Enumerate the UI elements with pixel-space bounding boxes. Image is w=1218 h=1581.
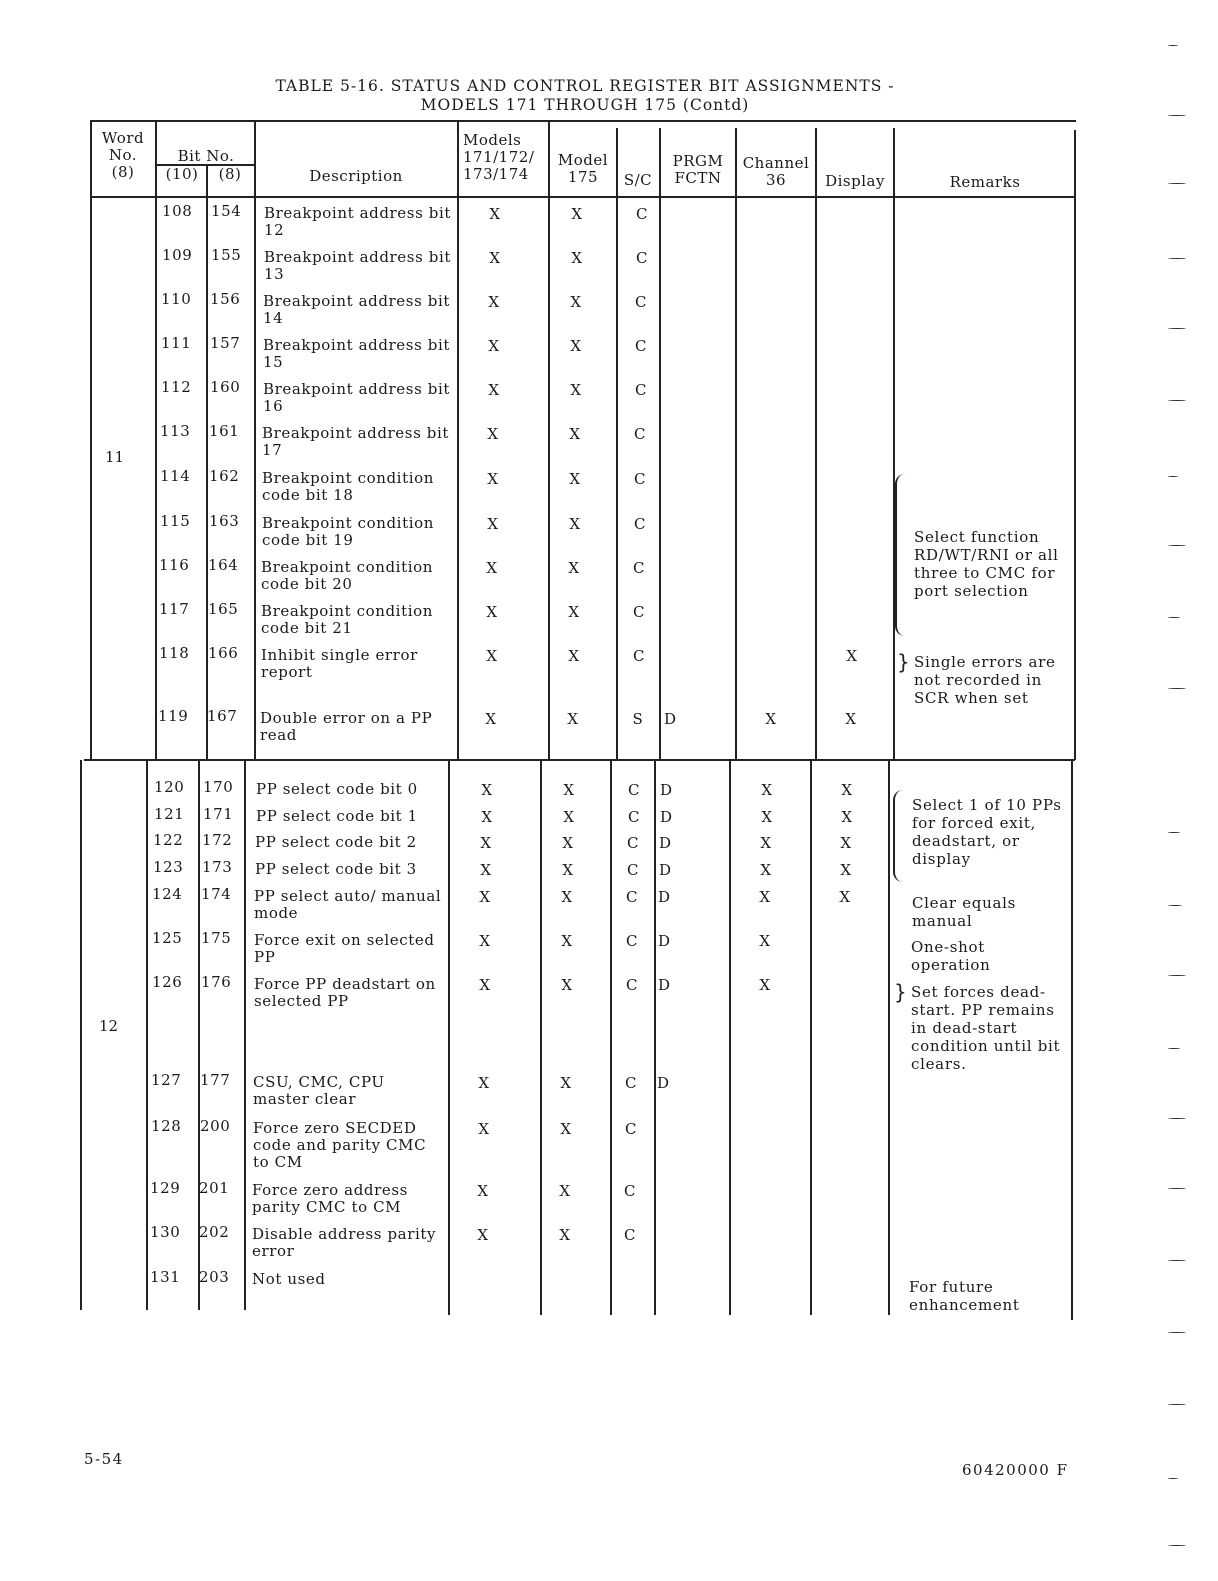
col-line-8 <box>735 128 737 760</box>
row-model-175: X <box>570 337 582 355</box>
row-prgm-fctn: D <box>658 932 671 950</box>
row-model-175: X <box>562 834 574 852</box>
header-display: Display <box>825 172 885 190</box>
row-sc: C <box>632 559 646 577</box>
row-sc: C <box>632 647 646 665</box>
row-bit10: 122 <box>153 831 184 849</box>
remark-clear-manual: Clear equals manual <box>912 894 1017 930</box>
remark-select-pp: Select 1 of 10 PPs for forced exit, deadstart, or display <box>912 796 1062 868</box>
header-bit-no: Bit No. <box>177 147 235 165</box>
row-bit8: 176 <box>201 973 232 991</box>
row-bit8: 157 <box>210 334 241 352</box>
row-models-171-174: X <box>479 976 491 994</box>
row-bit10: 116 <box>159 556 190 574</box>
row-model-175: X <box>569 425 581 443</box>
row-bit8: 202 <box>199 1223 230 1241</box>
row-display: X <box>846 647 858 665</box>
row-bit8: 171 <box>203 805 234 823</box>
row-bit10: 111 <box>161 334 192 352</box>
row-bit10: 114 <box>160 467 191 485</box>
remark-brace-3 <box>893 790 905 882</box>
col-line-2 <box>206 165 208 760</box>
page-number: 5-54 <box>84 1450 124 1468</box>
word-no-11: 11 <box>105 448 125 466</box>
row-model-175: X <box>568 559 580 577</box>
row-description: PP select code bit 2 <box>255 833 417 851</box>
table-left-border-lower <box>80 760 82 1310</box>
row-models-171-174: X <box>487 470 499 488</box>
row-models-171-174: X <box>480 834 492 852</box>
row-bit10: 123 <box>153 858 184 876</box>
row-models-171-174: X <box>478 1074 490 1092</box>
row-sc: C <box>626 861 640 879</box>
row-description: PP select code bit 1 <box>256 807 418 825</box>
row-models-171-174: X <box>486 647 498 665</box>
col-line-9 <box>815 128 817 760</box>
row-sc: C <box>624 1074 638 1092</box>
row-sc: C <box>624 1120 638 1138</box>
table-right-border <box>1074 130 1076 760</box>
row-bit10: 120 <box>154 778 185 796</box>
table-right-border-lower <box>1071 760 1073 1320</box>
row-model-175: X <box>568 603 580 621</box>
row-prgm-fctn: D <box>659 861 672 879</box>
table-title-line1: TABLE 5-16. STATUS AND CONTROL REGISTER BIT ASSIGNMENTS - <box>275 77 895 95</box>
col-line-3-lower <box>244 760 246 1310</box>
table-title-line2: MODELS 171 THROUGH 175 (Contd) <box>420 96 750 114</box>
col-line-7-lower <box>654 760 656 1315</box>
row-model-175: X <box>560 1074 572 1092</box>
row-bit10: 129 <box>150 1179 181 1197</box>
header-model-175: Model 175 <box>557 151 609 186</box>
row-models-171-174: X <box>488 337 500 355</box>
col-line-3 <box>254 120 256 760</box>
row-bit10: 125 <box>152 929 183 947</box>
row-description: Force PP deadstart on selected PP <box>254 975 436 1010</box>
row-bit8: 173 <box>202 858 233 876</box>
header-remarks: Remarks <box>949 173 1021 191</box>
row-description: Breakpoint address bit 15 <box>263 336 450 371</box>
row-bit8: 203 <box>199 1268 230 1286</box>
row-sc: C <box>633 470 647 488</box>
row-bit10: 108 <box>162 202 193 220</box>
row-bit8: 172 <box>202 831 233 849</box>
header-bottom-border <box>91 196 1076 198</box>
row-bit8: 201 <box>199 1179 230 1197</box>
row-bit8: 164 <box>208 556 239 574</box>
col-line-10-lower <box>888 760 890 1315</box>
header-sc: S/C <box>623 171 653 189</box>
row-bit10: 115 <box>160 512 191 530</box>
remark-brace-4: } <box>894 980 907 1004</box>
header-models-171-174: Models 171/172/ 173/174 <box>463 131 535 183</box>
row-channel-36: X <box>760 834 772 852</box>
row-description: Double error on a PP read <box>260 709 433 744</box>
remark-one-shot: One-shot operation <box>911 938 991 974</box>
row-bit10: 121 <box>154 805 185 823</box>
row-channel-36: X <box>759 932 771 950</box>
row-models-171-174: X <box>479 888 491 906</box>
row-bit10: 128 <box>151 1117 182 1135</box>
row-bit10: 127 <box>151 1071 182 1089</box>
row-prgm-fctn: D <box>659 834 672 852</box>
row-bit8: 163 <box>209 512 240 530</box>
row-model-175: X <box>570 293 582 311</box>
row-display: X <box>839 888 851 906</box>
row-bit8: 200 <box>200 1117 231 1135</box>
row-description: PP select code bit 0 <box>256 780 418 798</box>
header-prgm-fctn: PRGM FCTN <box>672 152 724 187</box>
col-line-1-lower <box>146 760 148 1310</box>
row-bit8: 155 <box>211 246 242 264</box>
row-model-175: X <box>561 976 573 994</box>
row-sc: C <box>627 808 641 826</box>
row-bit10: 131 <box>150 1268 181 1286</box>
row-model-175: X <box>559 1226 571 1244</box>
row-channel-36: X <box>761 781 773 799</box>
row-model-175: X <box>563 808 575 826</box>
row-bit8: 177 <box>200 1071 231 1089</box>
row-bit10: 126 <box>152 973 183 991</box>
row-bit10: 119 <box>158 707 189 725</box>
row-models-171-174: X <box>480 861 492 879</box>
row-sc: C <box>634 381 648 399</box>
row-sc: C <box>635 249 649 267</box>
row-channel-36: X <box>761 808 773 826</box>
row-sc: C <box>632 603 646 621</box>
row-description: Breakpoint address bit 17 <box>262 424 449 459</box>
row-bit8: 170 <box>203 778 234 796</box>
row-bit10: 113 <box>160 422 191 440</box>
row-description: Breakpoint condition code bit 19 <box>262 514 434 549</box>
row-bit8: 165 <box>208 600 239 618</box>
row-description: Breakpoint condition code bit 20 <box>261 558 433 593</box>
row-description: Breakpoint condition code bit 18 <box>262 469 434 504</box>
row-bit8: 166 <box>208 644 239 662</box>
row-bit10: 117 <box>159 600 190 618</box>
row-bit8: 161 <box>209 422 240 440</box>
row-description: PP select code bit 3 <box>255 860 417 878</box>
row-channel-36: X <box>760 861 772 879</box>
row-model-175: X <box>567 710 579 728</box>
row-prgm-fctn: D <box>660 808 673 826</box>
row-sc: C <box>623 1182 637 1200</box>
word-group-divider <box>84 759 1075 761</box>
row-model-175: X <box>559 1182 571 1200</box>
row-prgm-fctn: D <box>664 710 677 728</box>
row-description: Breakpoint address bit 14 <box>263 292 450 327</box>
row-prgm-fctn: D <box>658 976 671 994</box>
col-line-6 <box>616 128 618 760</box>
col-line-4 <box>457 120 459 760</box>
row-bit8: 162 <box>209 467 240 485</box>
row-bit10: 112 <box>161 378 192 396</box>
remark-single-errors: Single errors are not recorded in SCR when set <box>914 653 1056 707</box>
row-model-175: X <box>569 515 581 533</box>
row-models-171-174: X <box>478 1120 490 1138</box>
row-bit8: 154 <box>211 202 242 220</box>
row-model-175: X <box>562 861 574 879</box>
remark-port-selection: Select function RD/WT/RNI or all three to CMC for port selection <box>914 528 1059 600</box>
header-channel-36: Channel 36 <box>742 154 810 189</box>
row-models-171-174: X <box>485 710 497 728</box>
row-description: Breakpoint address bit 12 <box>264 204 451 239</box>
row-sc: C <box>625 976 639 994</box>
row-sc: C <box>634 337 648 355</box>
row-bit10: 118 <box>159 644 190 662</box>
row-model-175: X <box>560 1120 572 1138</box>
col-line-4-lower <box>448 760 450 1315</box>
row-description: Breakpoint condition code bit 21 <box>261 602 433 637</box>
row-channel-36: X <box>759 976 771 994</box>
row-description: Force zero address parity CMC to CM <box>252 1181 408 1216</box>
row-models-171-174: X <box>486 603 498 621</box>
row-bit8: 174 <box>201 885 232 903</box>
row-sc: C <box>623 1226 637 1244</box>
row-description: Disable address parity error <box>252 1225 437 1260</box>
row-sc: C <box>625 888 639 906</box>
col-line-8-lower <box>729 760 731 1315</box>
table-top-border <box>91 120 1076 122</box>
row-sc: S <box>632 710 644 728</box>
word-no-12: 12 <box>99 1017 119 1035</box>
row-display: X <box>841 808 853 826</box>
row-description: Force exit on selected PP <box>254 931 435 966</box>
row-description: Breakpoint address bit 13 <box>264 248 451 283</box>
row-description: Force zero SECDED code and parity CMC to CM <box>253 1119 427 1171</box>
row-sc: C <box>633 515 647 533</box>
row-display: X <box>845 710 857 728</box>
row-bit8: 167 <box>207 707 238 725</box>
row-models-171-174: X <box>477 1182 489 1200</box>
row-display: X <box>840 861 852 879</box>
row-models-171-174: X <box>489 205 501 223</box>
col-line-10 <box>893 128 895 760</box>
row-bit10: 110 <box>161 290 192 308</box>
remark-forces-deadstart: Set forces dead-start. PP remains in dead-start condition until bit clears. <box>911 983 1061 1073</box>
row-description: Not used <box>252 1270 326 1288</box>
row-model-175: X <box>563 781 575 799</box>
row-bit10: 130 <box>150 1223 181 1241</box>
row-bit8: 160 <box>210 378 241 396</box>
row-models-171-174: X <box>477 1226 489 1244</box>
row-bit8: 156 <box>210 290 241 308</box>
row-model-175: X <box>570 381 582 399</box>
remark-brace-1 <box>895 474 909 636</box>
row-models-171-174: X <box>481 808 493 826</box>
col-line-9-lower <box>810 760 812 1315</box>
row-model-175: X <box>561 932 573 950</box>
row-models-171-174: X <box>481 781 493 799</box>
row-description: Breakpoint address bit 16 <box>263 380 450 415</box>
header-bit8: (8) <box>218 165 242 183</box>
row-bit8: 175 <box>201 929 232 947</box>
row-bit10: 124 <box>152 885 183 903</box>
row-sc: C <box>634 293 648 311</box>
row-models-171-174: X <box>488 381 500 399</box>
row-model-175: X <box>561 888 573 906</box>
row-model-175: X <box>571 249 583 267</box>
col-line-1 <box>155 120 157 760</box>
row-prgm-fctn: D <box>657 1074 670 1092</box>
row-sc: C <box>635 205 649 223</box>
row-description: CSU, CMC, CPU master clear <box>253 1073 385 1108</box>
row-channel-36: X <box>759 888 771 906</box>
row-models-171-174: X <box>488 293 500 311</box>
row-models-171-174: X <box>479 932 491 950</box>
row-models-171-174: X <box>487 515 499 533</box>
remark-future: For future enhancement <box>909 1278 1020 1314</box>
row-description: Inhibit single error report <box>261 646 418 681</box>
table-left-border <box>90 120 92 760</box>
row-models-171-174: X <box>487 425 499 443</box>
row-sc: C <box>626 834 640 852</box>
row-model-175: X <box>571 205 583 223</box>
row-sc: C <box>633 425 647 443</box>
row-prgm-fctn: D <box>658 888 671 906</box>
remark-brace-2: } <box>897 650 910 674</box>
row-description: PP select auto/ manual mode <box>254 887 442 922</box>
document-number: 60420000 F <box>962 1461 1069 1479</box>
header-word-no: Word No. (8) <box>101 129 145 181</box>
header-description: Description <box>309 167 403 185</box>
row-sc: C <box>625 932 639 950</box>
row-prgm-fctn: D <box>660 781 673 799</box>
row-bit10: 109 <box>162 246 193 264</box>
row-sc: C <box>627 781 641 799</box>
row-model-175: X <box>568 647 580 665</box>
row-display: X <box>840 834 852 852</box>
row-model-175: X <box>569 470 581 488</box>
header-bit10: (10) <box>165 165 199 183</box>
row-models-171-174: X <box>489 249 501 267</box>
row-models-171-174: X <box>486 559 498 577</box>
row-channel-36: X <box>765 710 777 728</box>
row-display: X <box>841 781 853 799</box>
